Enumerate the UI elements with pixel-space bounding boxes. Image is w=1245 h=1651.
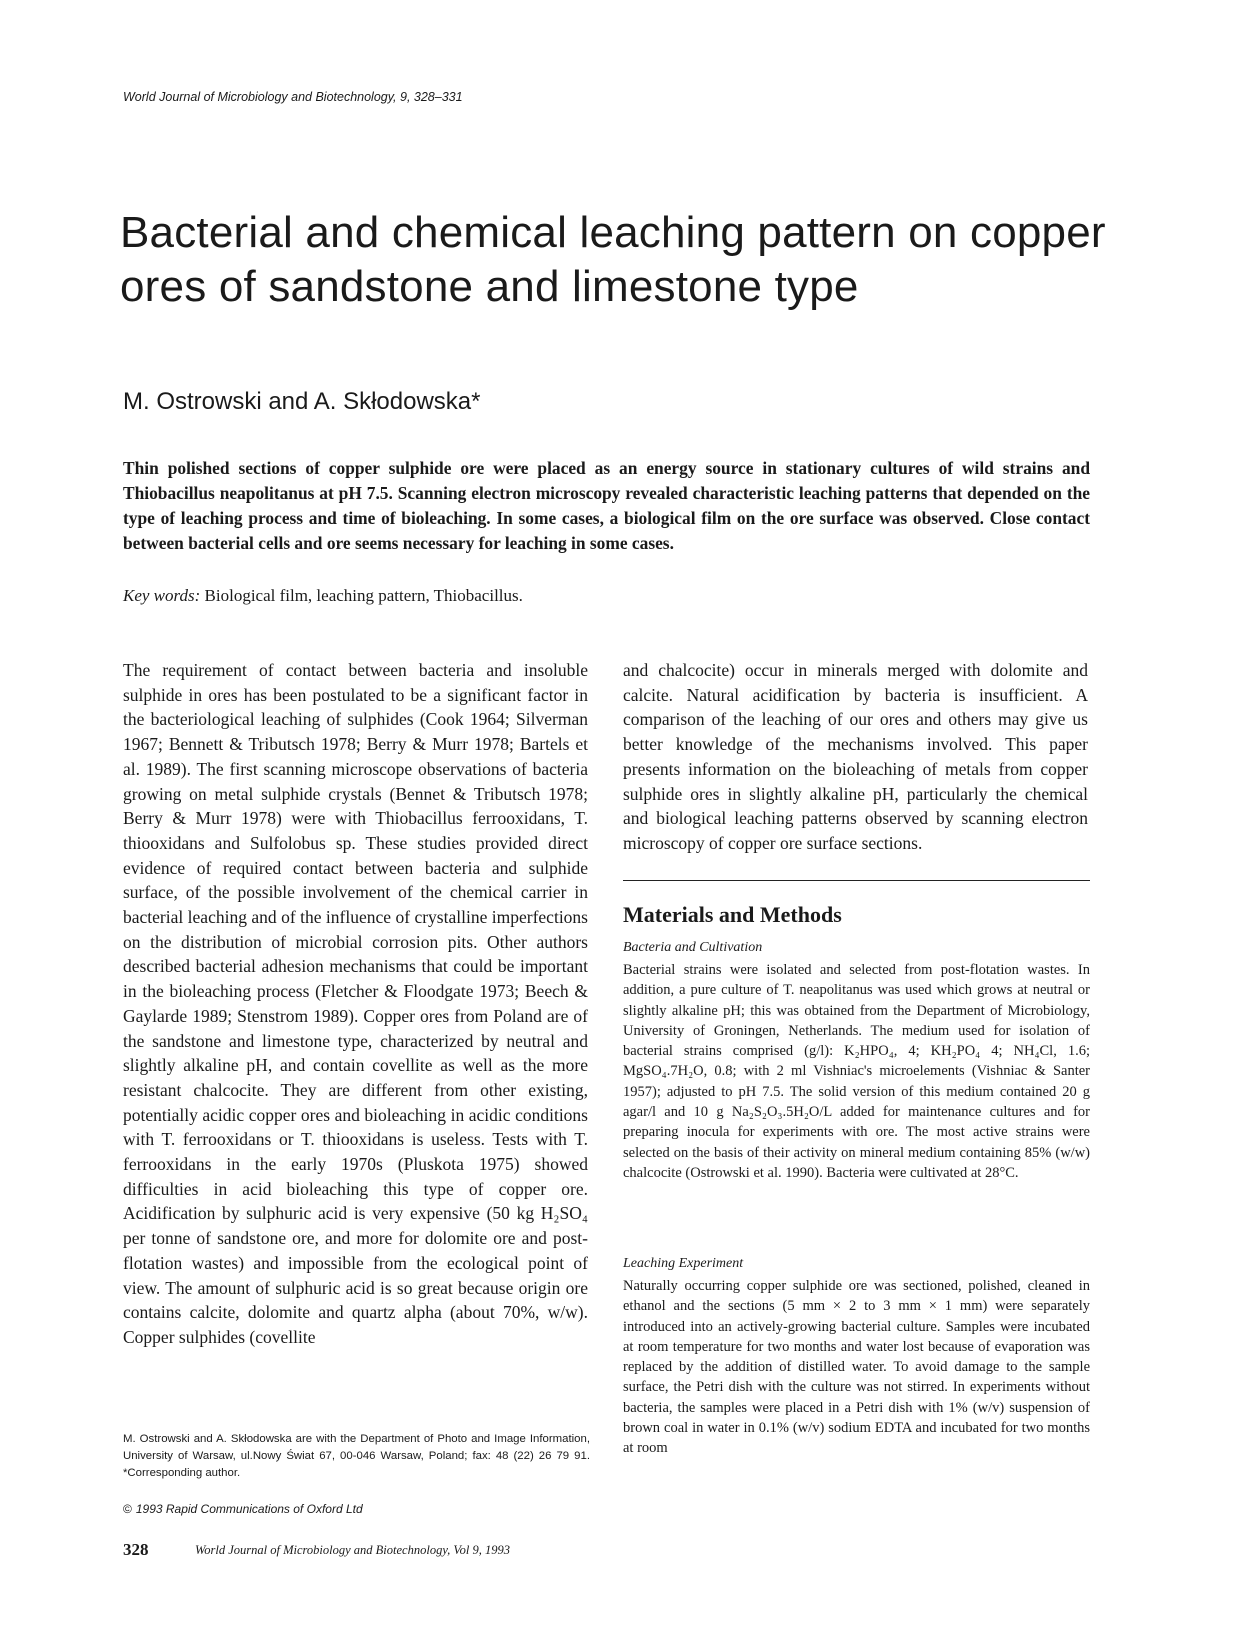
intro-paragraph-left: The requirement of contact between bacteria and insoluble sulphide in ores has been postulated to be a significant factor in the bacteriological leaching of sulphides (Cook 1964; Silverman 1967; Bennett & Tributsch 1978; Berry & Murr 1978; Bartels et al. 1989). The first scanning microscope observations of bacteria growing on metal sulphide crystals (Bennet & Tributsch 1978; Berry & Murr 1978) were with Thiobacillus ferrooxidans, T. thiooxidans and Sulfolobus sp. These studies provided direct evidence of required contact between bacteria and sulphide surface, of the possible involvement of the chemical carrier in bacterial leaching and of the influence of crystalline imperfections on the distribution of microbial corrosion pits. Other authors described bacterial adhesion mechanisms that could be important in the bioleaching process (Fletcher & Floodgate 1973; Beech & Gaylarde 1989; Stenstrom 1989). Copper ores from Poland are of the sandstone and limestone type, characterized by neutral and slightly alkaline pH, and contain covellite as well as the more resistant chalcocite. They are different from other existing, potentially acidic copper ores and bioleaching in acidic conditions with T. ferrooxidans or T. thiooxidans is useless. Tests with T. ferrooxidans in the early 1970s (Pluskota 1975) showed difficulties in acid bioleaching this type of copper ore. Acidification by sulphuric acid is very expensive (50 kg H₂SO₄ per tonne of sandstone ore, and more for dolomite ore and post-flotation wastes) and impossible from the ecological point of view. The amount of sulphuric acid is so great because origin ore contains calcite, dolomite and quartz alpha (about 70%, w/w). Copper sulphides (covellite: [123, 660, 588, 1347]
copyright-line: [123, 1502, 363, 1516]
copyright-symbol: ©: [123, 1502, 132, 1516]
subheading-bacteria-cultivation: Bacteria and Cultivation: [623, 940, 763, 955]
footer-journal-citation: World Journal of Microbiology and Biotechnology, Vol 9, 1993: [195, 1543, 511, 1557]
copyright-text: 1993 Rapid Communications of Oxford Ltd: [135, 1502, 363, 1516]
keywords: [123, 586, 523, 606]
intro-paragraph-right: and chalcocite) occur in minerals merged with dolomite and calcite. Natural acidification by bacteria is insufficient. A comparison of the leaching of our ores and others may give us better knowledge of the mechanisms involved. This paper presents information on the bioleaching of metals from copper sulphide ores in slightly alkaline pH, particularly the chemical and biological leaching patterns observed by scanning electron microscopy of copper ore surface sections.: [623, 660, 1088, 853]
paragraph-leaching-experiment: Naturally occurring copper sulphide ore was sectioned, polished, cleaned in ethanol and the sections (5 mm × 2 to 3 mm × 1 mm) were separately introduced into an actively-growing bacterial culture. Samples were incubated at room temperature for two months and water lost because of evaporation was replaced by the addition of distilled water. To avoid damage to the sample surface, the Petri dish with the culture was not stirred. In experiments without bacteria, the samples were placed in a Petri dish with 1% (w/v) suspension of brown coal in water in 0.1% (w/v) sodium EDTA and incubated for two months at room: [623, 1278, 1090, 1457]
page-number: 328: [123, 1540, 149, 1559]
article-authors: M. Ostrowski and A. Skłodowska*: [123, 388, 481, 415]
article-title: Bacterial and chemical leaching pattern on copper ores of sandstone and limestone type: [120, 208, 1106, 311]
journal-header: World Journal of Microbiology and Biotechnology, 9, 328–331: [123, 90, 463, 104]
section-title-methods: Materials and Methods: [623, 902, 842, 927]
keywords-label: Key words:: [123, 586, 201, 605]
paragraph-bacteria-cultivation: Bacterial strains were isolated and selected from post-flotation wastes. In addition, a pure culture of T. neapolitanus was used which grows at neutral or slightly alkaline pH; this was obtained from the Department of Microbiology, University of Groningen, Netherlands. The medium used for isolation of bacterial strains comprised (g/l): K₂HPO₄, 4; KH₂PO₄ 4; NH₄Cl, 1.6; MgSO₄.7H₂O, 0.8; with 2 ml Vishniac's microelements (Vishniac & Santer 1957); adjusted to pH 7.5. The solid version of this medium contained 20 g agar/l and 10 g Na₂S₂O₃.5H₂O/L added for maintenance cultures and for preparing inocula for experiments with ore. The most active strains were selected on the basis of their activity on mineral medium containing 85% (w/w) chalcocite (Ostrowski et al. 1990). Bacteria were cultivated at 28°C.: [623, 962, 1090, 1181]
keywords-text: Biological film, leaching pattern, Thiobacillus.: [204, 586, 523, 605]
author-affiliation-footnote: M. Ostrowski and A. Skłodowska are with the Department of Photo and Image Information, University of Warsaw, ul.Nowy Świat 67, 00-046 Warsaw, Poland; fax: 48 (22) 26 79 91. *Corresponding author.: [123, 1433, 590, 1479]
section-divider: [623, 880, 1090, 881]
abstract: Thin polished sections of copper sulphide ore were placed as an energy source in stationary cultures of wild strains and Thiobacillus neapolitanus at pH 7.5. Scanning electron microscopy revealed characteristic leaching patterns that depended on the type of leaching process and time of bioleaching. In some cases, a biological film on the ore surface was observed. Close contact between bacterial cells and ore seems necessary for leaching in some cases.: [123, 458, 1090, 553]
subheading-leaching-experiment: Leaching Experiment: [623, 1256, 744, 1271]
